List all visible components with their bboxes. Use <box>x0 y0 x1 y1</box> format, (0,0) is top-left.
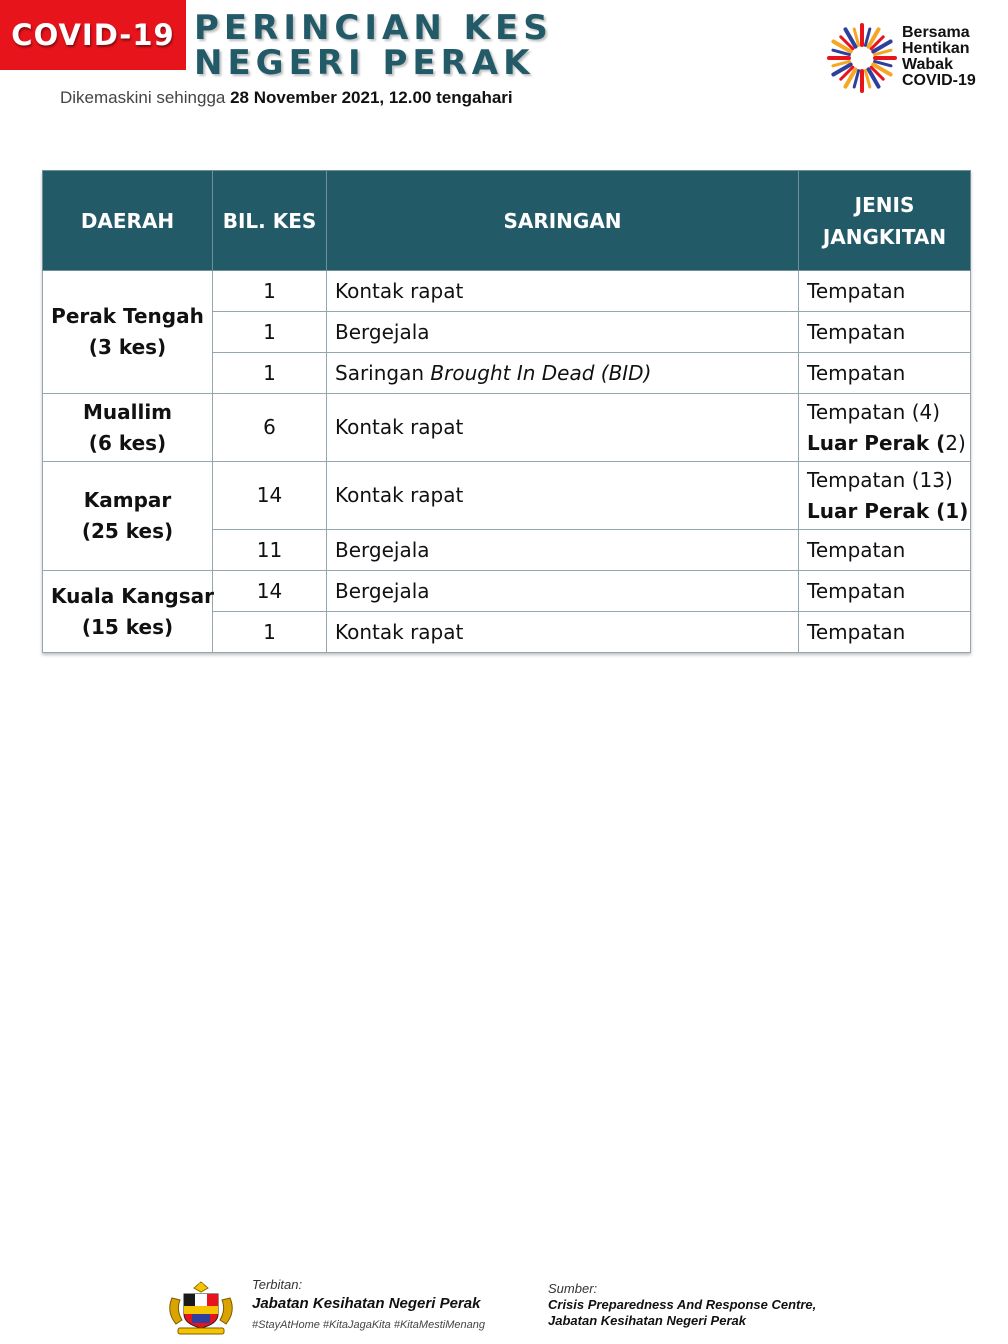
infection-line2: Luar Perak (1) <box>807 498 969 523</box>
covid-badge-label: COVID-19 <box>11 18 175 52</box>
campaign-line3: Wabak <box>902 56 953 73</box>
infection-cell: Tempatan <box>799 353 971 394</box>
screening-cell: Kontak rapat <box>327 271 799 312</box>
campaign-sunburst-icon <box>826 18 898 98</box>
case-count: 14 <box>213 462 327 530</box>
source-line2: Jabatan Kesihatan Negeri Perak <box>548 1313 746 1328</box>
infection-line1: Tempatan (13) <box>807 467 953 492</box>
table-row <box>43 571 971 612</box>
campaign-line1: Bersama <box>902 24 970 41</box>
screening-emphasis: Brought In Dead (BID) <box>430 360 652 385</box>
district-cell <box>43 571 213 653</box>
footer-publisher <box>252 1276 485 1335</box>
publisher-label: Terbitan: <box>252 1277 303 1292</box>
hashtags: #StayAtHome #KitaJagaKita #KitaMestiMenang <box>252 1319 485 1331</box>
screening-cell: Kontak rapat <box>327 612 799 653</box>
district-name: Kampar <box>83 488 172 512</box>
table-header-row <box>43 171 971 271</box>
page-title-line2: NEGERI PERAK <box>194 43 535 83</box>
infection-line2 <box>807 428 966 459</box>
case-count: 14 <box>213 571 327 612</box>
district-total: (15 kes) <box>81 614 174 639</box>
covid-badge <box>0 0 186 70</box>
header-infection-line2: JANGKITAN <box>822 224 947 249</box>
campaign-line4: COVID-19 <box>902 72 976 89</box>
infection-cell: Tempatan <box>799 571 971 612</box>
screening-cell: Bergejala <box>327 571 799 612</box>
publisher-name: Jabatan Kesihatan Negeri Perak <box>252 1295 481 1312</box>
case-count: 1 <box>213 312 327 353</box>
header-count: BIL. KES <box>213 171 327 271</box>
table-row <box>43 394 971 462</box>
header-screening: SARINGAN <box>327 171 799 271</box>
infection-cell <box>799 462 971 530</box>
infection-cell: Tempatan <box>799 530 971 571</box>
screening-cell: Bergejala <box>327 312 799 353</box>
case-count: 1 <box>213 612 327 653</box>
infection-cell <box>799 394 971 462</box>
updated-timestamp <box>60 88 513 108</box>
infection-line2-bold: Luar Perak ( <box>807 430 946 455</box>
screening-cell: Bergejala <box>327 530 799 571</box>
updated-prefix: Dikemaskini sehingga <box>60 88 231 107</box>
page-title-line1: PERINCIAN KES <box>194 8 553 48</box>
table-row <box>43 271 971 312</box>
source-label: Sumber: <box>548 1281 598 1296</box>
screening-cell: Kontak rapat <box>327 462 799 530</box>
screening-prefix: Saringan <box>335 360 431 385</box>
district-cell <box>43 394 213 462</box>
campaign-text <box>902 25 976 89</box>
coat-of-arms-icon <box>162 1278 240 1336</box>
screening-cell <box>327 353 799 394</box>
district-name: Muallim <box>82 399 173 424</box>
campaign-logo <box>826 18 996 100</box>
case-count: 6 <box>213 394 327 462</box>
footer-source <box>548 1280 816 1329</box>
case-count: 11 <box>213 530 327 571</box>
header-infection-line1: JENIS <box>854 192 915 217</box>
infection-line1: Tempatan (4) <box>807 399 941 424</box>
infection-cell: Tempatan <box>799 312 971 353</box>
district-name: Kuala Kangsar <box>51 583 215 608</box>
district-total: (3 kes) <box>88 335 167 359</box>
campaign-line2: Hentikan <box>902 40 970 57</box>
source-line1: Crisis Preparedness And Response Centre, <box>548 1297 817 1312</box>
case-count: 1 <box>213 353 327 394</box>
district-total: (25 kes) <box>81 519 174 543</box>
case-count: 1 <box>213 271 327 312</box>
infection-cell: Tempatan <box>799 612 971 653</box>
district-cell <box>43 462 213 571</box>
updated-date: 28 November 2021, 12.00 tengahari <box>230 88 513 107</box>
infection-cell: Tempatan <box>799 271 971 312</box>
district-total: (6 kes) <box>88 430 167 455</box>
case-table <box>42 170 971 653</box>
district-cell <box>43 271 213 394</box>
header-district: DAERAH <box>43 171 213 271</box>
infection-line2-rest: 2) <box>945 430 966 455</box>
screening-cell: Kontak rapat <box>327 394 799 462</box>
district-name: Perak Tengah <box>51 304 204 328</box>
header-infection-type <box>799 171 971 271</box>
table-row <box>43 462 971 530</box>
